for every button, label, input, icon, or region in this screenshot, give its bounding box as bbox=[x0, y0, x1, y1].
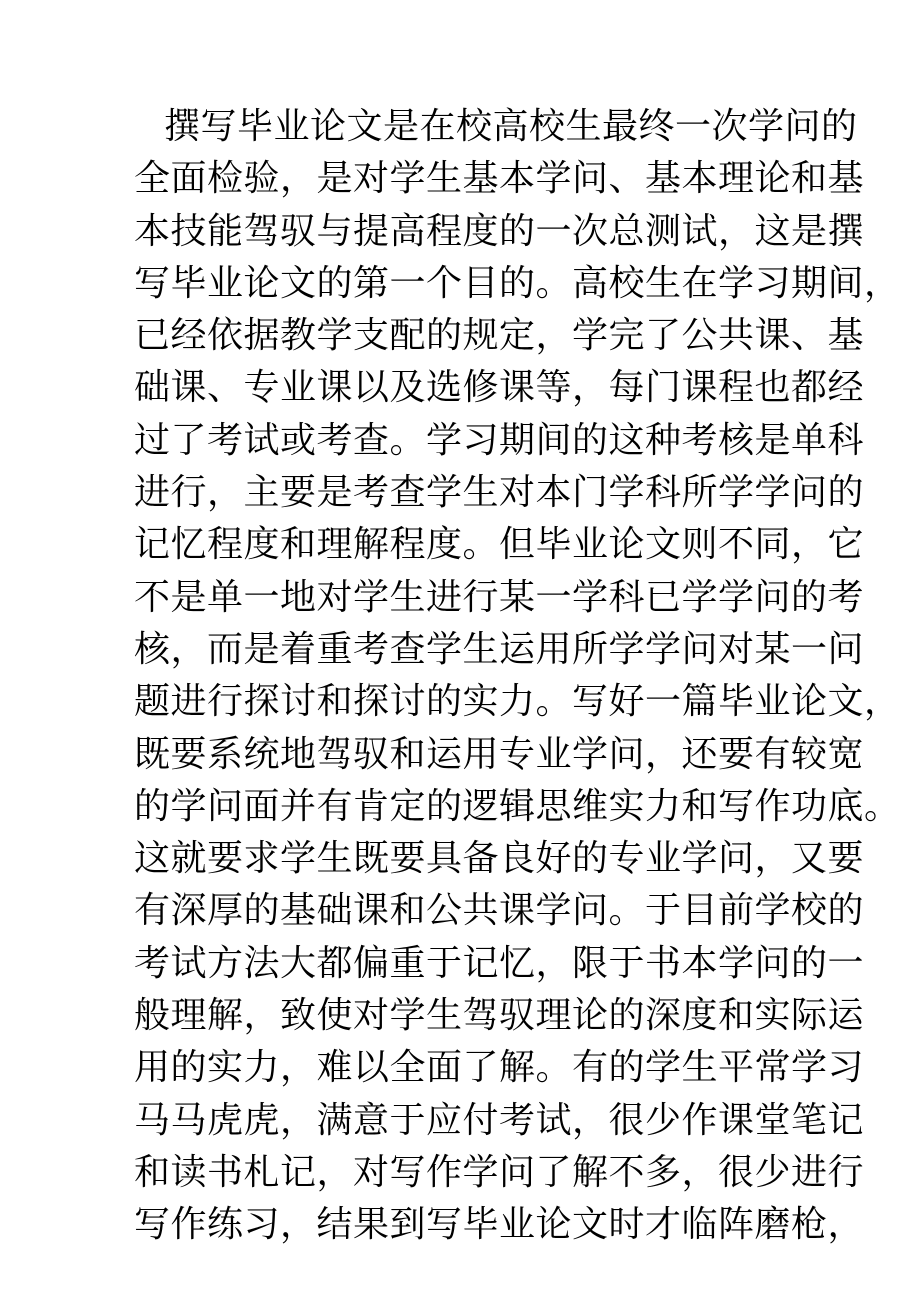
text-line: 不是单一地对学生进行某一学科已学学问的考 bbox=[134, 576, 865, 618]
text-line: 的学问面并有肯定的逻辑思维实力和写作功底。 bbox=[134, 785, 901, 827]
text-line: 本技能驾驭与提高程度的一次总测试，这是撰 bbox=[134, 210, 865, 252]
text-line: 马马虎虎，满意于应付考试，很少作课堂笔记 bbox=[134, 1099, 865, 1141]
body-paragraph bbox=[134, 101, 901, 1252]
text-line: 有深厚的基础课和公共课学问。于目前学校的 bbox=[134, 890, 865, 932]
text-line: 写毕业论文的第一个目的。高校生在学习期间， bbox=[134, 262, 901, 304]
text-line: 进行，主要是考查学生对本门学科所学学问的 bbox=[134, 472, 865, 514]
text-line: 核，而是着重考查学生运用所学学问对某一问 bbox=[134, 628, 865, 670]
text-line: 既要系统地驾驭和运用专业学问，还要有较宽 bbox=[134, 733, 865, 775]
text-line: 记忆程度和理解程度。但毕业论文则不同，它 bbox=[134, 524, 865, 566]
text-line: 础课、专业课以及选修课等，每门课程也都经 bbox=[134, 367, 865, 409]
text-line: 和读书札记，对写作学问了解不多，很少进行 bbox=[134, 1151, 865, 1193]
text-line: 已经依据教学支配的规定，学完了公共课、基 bbox=[134, 315, 865, 357]
text-line: 写作练习，结果到写毕业论文时才临阵磨枪， bbox=[134, 1204, 865, 1246]
text-line: 般理解，致使对学生驾驭理论的深度和实际运 bbox=[134, 995, 865, 1037]
text-line: 用的实力，难以全面了解。有的学生平常学习 bbox=[134, 1047, 865, 1089]
text-line: 全面检验，是对学生基本学问、基本理论和基 bbox=[134, 158, 865, 200]
text-line: 考试方法大都偏重于记忆，限于书本学问的一 bbox=[134, 942, 865, 984]
text-line: 过了考试或考查。学习期间的这种考核是单科 bbox=[134, 419, 865, 461]
text-line: 这就要求学生既要具备良好的专业学问，又要 bbox=[134, 838, 865, 880]
text-line: 题进行探讨和探讨的实力。写好一篇毕业论文， bbox=[134, 681, 901, 723]
text-line: 撰写毕业论文是在校高校生最终一次学问的 bbox=[164, 106, 858, 147]
